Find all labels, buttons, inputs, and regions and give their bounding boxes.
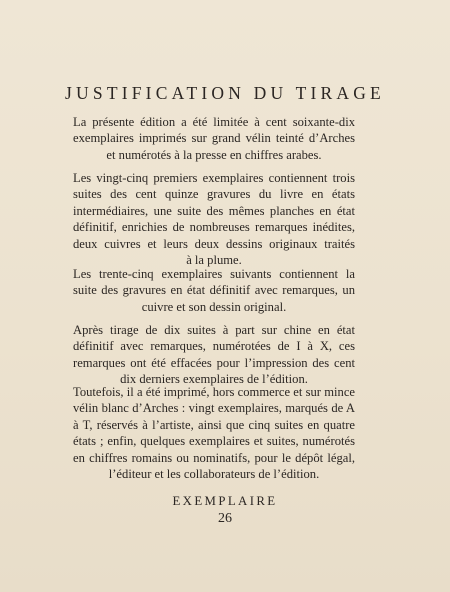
- text-line: à T, réservés à l’artiste, ainsi que cinq suites en quatre: [73, 417, 355, 432]
- text-line: états ; enfin, quelques exemplaires et suites, numérotés: [73, 434, 355, 449]
- paragraph-hors-commerce: [73, 384, 355, 482]
- exemplaire-number: 26: [218, 511, 232, 526]
- text-line: suite des gravures en état définitif avec remarques, un: [73, 283, 355, 298]
- text-line: La présente édition a été limitée à cent soixante-dix: [73, 115, 355, 129]
- text-line: Après tirage de dix suites à part sur chine en état: [73, 323, 355, 337]
- text-line: Toutefois, il a été imprimé, hors commerce et sur mince: [73, 385, 355, 399]
- text-line: remarques ont été effacées pour l’impression des cent: [73, 355, 355, 370]
- page-title: JUSTIFICATION DU TIRAGE: [65, 83, 385, 103]
- text-line: à la plume.: [186, 252, 242, 267]
- paragraph-chine-suites: [73, 322, 355, 388]
- paragraph-edition-limit: [73, 114, 355, 163]
- exemplaire-label: EXEMPLAIRE: [172, 494, 278, 508]
- text-line: intermédiaires, une suite des mêmes planches en état: [73, 203, 355, 218]
- text-line: Les vingt-cinq premiers exemplaires contiennent trois: [73, 171, 355, 185]
- text-line: en chiffres romains ou nominatifs, pour le dépôt légal,: [73, 450, 355, 465]
- text-line: définitif, enrichies de nombreuses remarques inédites,: [73, 220, 355, 235]
- text-line: exemplaires imprimés sur grand vélin teinté d’Arches: [73, 131, 355, 146]
- text-line: cuivre et son dessin original.: [141, 299, 287, 314]
- text-line: Les trente-cinq exemplaires suivants contiennent la: [73, 267, 355, 281]
- text-line: suites des cent quinze gravures du livre en états: [73, 187, 355, 202]
- text-line: deux cuivres et leurs deux dessins originaux traités: [73, 236, 355, 251]
- text-line: dix derniers exemplaires de l’édition.: [120, 372, 308, 387]
- text-line: l’éditeur et les collaborateurs de l’édition.: [108, 466, 320, 481]
- paragraph-first-copies: [73, 170, 355, 268]
- text-line: définitif avec remarques, numérotées de I à X, ces: [73, 339, 355, 354]
- text-line: et numérotés à la presse en chiffres arabes.: [106, 147, 322, 162]
- paragraph-following-copies: [73, 266, 355, 315]
- text-line: vélin blanc d’Arches : vingt exemplaires, marqués de A: [73, 401, 355, 416]
